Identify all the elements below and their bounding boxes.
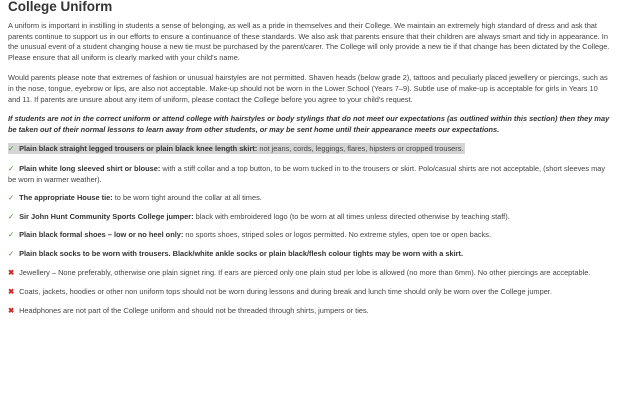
rule-detail: Headphones are not part of the College uniform and should not be threaded through shirts, jumpers or ties. <box>19 305 369 315</box>
check-icon: ✓ <box>8 193 15 203</box>
rule-headphones <box>8 306 610 317</box>
rule-detail: with a stiff collar and a top button, to be worn tucked in to the trousers or skirt. Polo/casual shirts are not acceptable, (short sleeves may be worn in warmer weather). <box>8 163 606 184</box>
check-icon: ✓ <box>8 163 15 173</box>
cross-icon: ✖ <box>8 305 15 315</box>
intro-paragraph: A uniform is important in instilling in students a sense of belonging, as well as a pride in themselves and their College. We maintain an extremely high standard of dress and ask that parents continue to support us in our efforts to ensure a continuance of these standards. We also ask that parents ensure that their children are always smart and tidy in appearance. In the unusual event of a student changing house a new tie must be purchased by the parent/carer. The College will only provide a new tie if that change has been dictated by the College. Please ensure that all uniform is clearly marked with your child's name. <box>8 21 610 62</box>
cross-icon: ✖ <box>8 287 15 297</box>
rule-shirt <box>8 164 610 185</box>
highlighted-rule <box>8 143 465 154</box>
rule-detail: no sports shoes, striped soles or logos permitted. No extreme styles, open toe or open backs. <box>183 230 492 240</box>
rule-jewellery <box>8 268 610 279</box>
check-icon: ✓ <box>8 230 15 240</box>
page-title: College Uniform <box>8 0 113 14</box>
rule-detail: Jewellery – None preferably, otherwise one plain signet ring. If ears are pierced only one plain stud per lobe is allowed (no more than 6mm). No other piercings are acceptable. <box>19 267 591 277</box>
fashion-paragraph: Would parents please note that extremes of fashion or unusual hairstyles are not permitted. Shaven heads (below grade 2), tattoos and peculiarly placed jewellery or piercings, such as in the nose, tongue, eyebrow or lips, are also not acceptable. Make-up should not be worn in the Lower School (Years 7–9). Subtle use of make-up is acceptable for girls in Years 10 and 11. If parents are unsure about any item of uniform, please contact the College before you agree to your child's request. <box>8 73 608 104</box>
cross-icon: ✖ <box>8 267 15 277</box>
rule-detail: Coats, jackets, hoodies or other non uniform tops should not be worn during lessons and during break and lunch time should only be worn over the College jumper. <box>19 287 552 297</box>
rule-trousers <box>8 144 610 155</box>
check-icon: ✓ <box>8 144 15 154</box>
rule-tie <box>8 193 610 204</box>
rule-jumper <box>8 212 610 223</box>
consequence-paragraph: If students are not in the correct uniform or attend college with hairstyles or body stylings that do not meet our expectations (as outlined within this section) then they may be taken out of their normal lessons to learn away from other students, or may be sent home until their appearance meets our expectations. <box>8 114 610 134</box>
rule-socks <box>8 249 610 260</box>
rule-detail: not jeans, cords, leggings, flares, hipsters or cropped trousers. <box>257 144 464 154</box>
rule-title: Plain white long sleeved shirt or blouse: <box>19 163 161 173</box>
rule-title: Plain black formal shoes – low or no heel only: <box>19 230 184 240</box>
rule-title: Plain black straight legged trousers or plain black knee length skirt: <box>19 144 258 154</box>
rule-detail: to be worn tight around the collar at all times. <box>112 193 262 203</box>
rule-coats <box>8 287 610 298</box>
check-icon: ✓ <box>8 248 15 258</box>
rule-detail: black with embroidered logo (to be worn at all times unless directed otherwise by teaching staff). <box>193 211 510 221</box>
check-icon: ✓ <box>8 211 15 221</box>
rule-title: Plain black socks to be worn with trousers. Black/white ankle socks or plain black/flesh colour tights may be worn with a skirt. <box>19 248 464 258</box>
rule-title: Sir John Hunt Community Sports College jumper: <box>19 211 194 221</box>
rule-shoes <box>8 230 610 241</box>
rule-title: The appropriate House tie: <box>19 193 113 203</box>
